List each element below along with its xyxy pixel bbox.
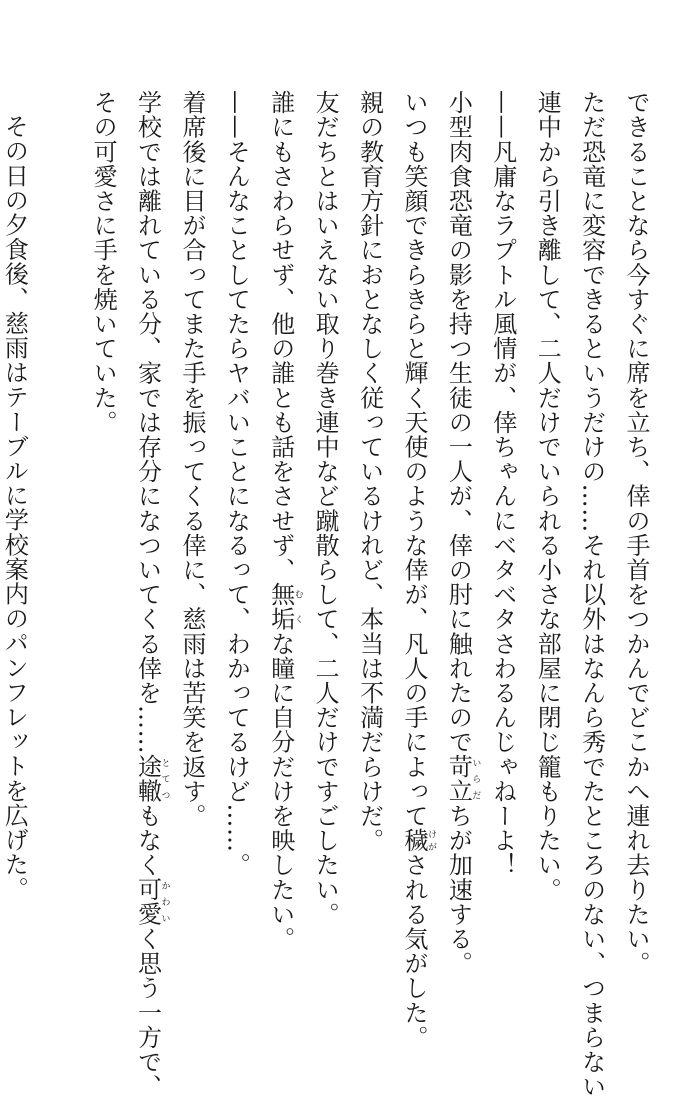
text-line: その可愛さに手を焼いていた。 bbox=[89, 90, 118, 435]
vertical-text-body bbox=[0, 90, 658, 1099]
ruby-muku-inline: 無垢むく bbox=[266, 582, 303, 632]
text-line: 連中から引き離して、二人だけでいられる小さな部屋に閉じ籠もりたい。 bbox=[533, 90, 562, 902]
text-line: 小型肉食恐竜の影を持つ生徒の一人が、倖の肘に触れたので苛立いらだちが加速する。 bbox=[444, 90, 481, 976]
text-line: その日の夕食後、慈雨はテーブルに学校案内のパンフレットを広げた。 bbox=[0, 114, 29, 902]
text-line: 友だちとはいえない取り巻き連中など蹴散らして、二人だけですごしたい。 bbox=[311, 90, 340, 927]
text-line: 親の教育方針におとなしく従っているけれど、本当は不満だらけだ。 bbox=[355, 90, 384, 853]
ruby-kawai-inline: 可愛かわい bbox=[133, 877, 170, 927]
text-line: ——凡庸なラプトル風情が、倖ちゃんにベタベタさわるんじゃねーよ！ bbox=[488, 90, 517, 878]
text-line: ——そんなことしてたらヤバいことになるって、わかってるけど……。 bbox=[222, 90, 251, 878]
text-line: 誰にもさわらせず、他の誰とも話をさせず、無垢むくな瞳に自分だけを映したい。 bbox=[266, 90, 303, 952]
text-line: できることなら今すぐに席を立ち、倖の手首をつかんでどこかへ連れ去りたい。 bbox=[622, 90, 650, 976]
text-line: ただ恐竜に変容できるというだけの……それ以外はなんら秀でたところのない、つまらない bbox=[577, 90, 606, 1099]
text-line: いつも笑顔できらきらと輝く天使のような倖が、凡人の手によって穢けがされる気がした。 bbox=[399, 90, 436, 1050]
text-line: 学校では離れている分、家では存分になついてくる倖を……途轍とてつもなく可愛かわいく思う一方で、 bbox=[133, 90, 170, 1099]
text-line: 着席後に目が合ってまた手を振ってくる倖に、慈雨は苦笑を返す。 bbox=[177, 90, 206, 828]
ruby-totetsu-inline: 途轍とてつ bbox=[133, 754, 170, 804]
ruby-kega-inline: 穢けが bbox=[399, 828, 436, 853]
section-gap bbox=[36, 90, 80, 990]
ruby-iradachi-inline: 苛立いらだ bbox=[444, 754, 481, 804]
